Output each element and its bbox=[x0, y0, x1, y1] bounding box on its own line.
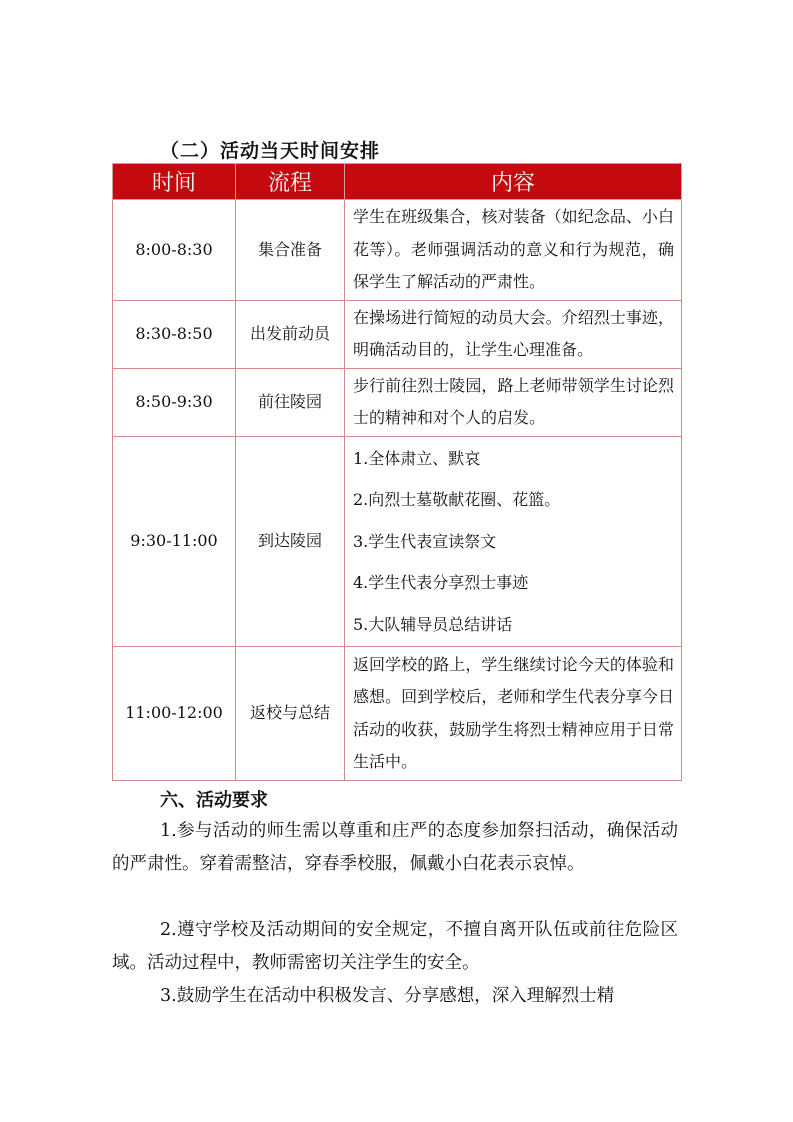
row-time: 8:30-8:50 bbox=[113, 300, 236, 368]
list-item: 5.大队辅导员总结讲话 bbox=[353, 614, 513, 634]
table-row bbox=[113, 436, 682, 647]
list-item: 1.全体肃立、默哀 bbox=[353, 448, 481, 468]
requirements-heading: 六、活动要求 bbox=[160, 790, 268, 811]
row-flow: 集合准备 bbox=[236, 200, 345, 301]
header-time: 时间 bbox=[113, 164, 236, 200]
row-content: 步行前往烈士陵园，路上老师带领学生讨论烈士的精神和对个人的启发。 bbox=[345, 368, 682, 436]
requirement-paragraph-2: 2.遵守学校及活动期间的安全规定，不擅自离开队伍或前往危险区域。活动过程中，教师需密切关注学生的安全。 bbox=[112, 920, 678, 973]
row-time: 9:30-11:00 bbox=[113, 436, 236, 647]
row-flow: 出发前动员 bbox=[236, 300, 345, 368]
row-flow: 返校与总结 bbox=[236, 647, 345, 781]
header-content: 内容 bbox=[345, 164, 682, 200]
requirement-paragraph-3: 3.鼓励学生在活动中积极发言、分享感想，深入理解烈士精 bbox=[160, 986, 615, 1006]
table-header-row bbox=[113, 164, 682, 200]
row-time: 8:50-9:30 bbox=[113, 368, 236, 436]
row-content-list bbox=[345, 436, 682, 647]
row-content: 在操场进行简短的动员大会。介绍烈士事迹，明确活动目的，让学生心理准备。 bbox=[345, 300, 682, 368]
list-item: 3.学生代表宣读祭文 bbox=[353, 531, 497, 551]
section-title: （二）活动当天时间安排 bbox=[160, 140, 381, 162]
list-item: 2.向烈士墓敬献花圈、花篮。 bbox=[353, 490, 561, 509]
table-row bbox=[113, 647, 682, 781]
requirement-paragraph-1: 1.参与活动的师生需以尊重和庄严的态度参加祭扫活动，确保活动的严肃性。穿着需整洁，穿春季校服，佩戴小白花表示哀悼。 bbox=[112, 821, 678, 874]
table-row bbox=[113, 300, 682, 368]
row-content: 学生在班级集合，核对装备（如纪念品、小白花等）。老师强调活动的意义和行为规范，确保学生了解活动的严肃性。 bbox=[345, 200, 682, 301]
table-row bbox=[113, 368, 682, 436]
table-row bbox=[113, 200, 682, 301]
row-flow: 到达陵园 bbox=[236, 436, 345, 647]
row-time: 8:00-8:30 bbox=[113, 200, 236, 301]
schedule-table bbox=[112, 163, 682, 781]
header-flow: 流程 bbox=[236, 164, 345, 200]
row-time: 11:00-12:00 bbox=[113, 647, 236, 781]
row-content: 返回学校的路上，学生继续讨论今天的体验和感想。回到学校后，老师和学生代表分享今日活动的收获，鼓励学生将烈士精神应用于日常生活中。 bbox=[345, 647, 682, 781]
row-flow: 前往陵园 bbox=[236, 368, 345, 436]
list-item: 4.学生代表分享烈士事迹 bbox=[353, 573, 529, 592]
